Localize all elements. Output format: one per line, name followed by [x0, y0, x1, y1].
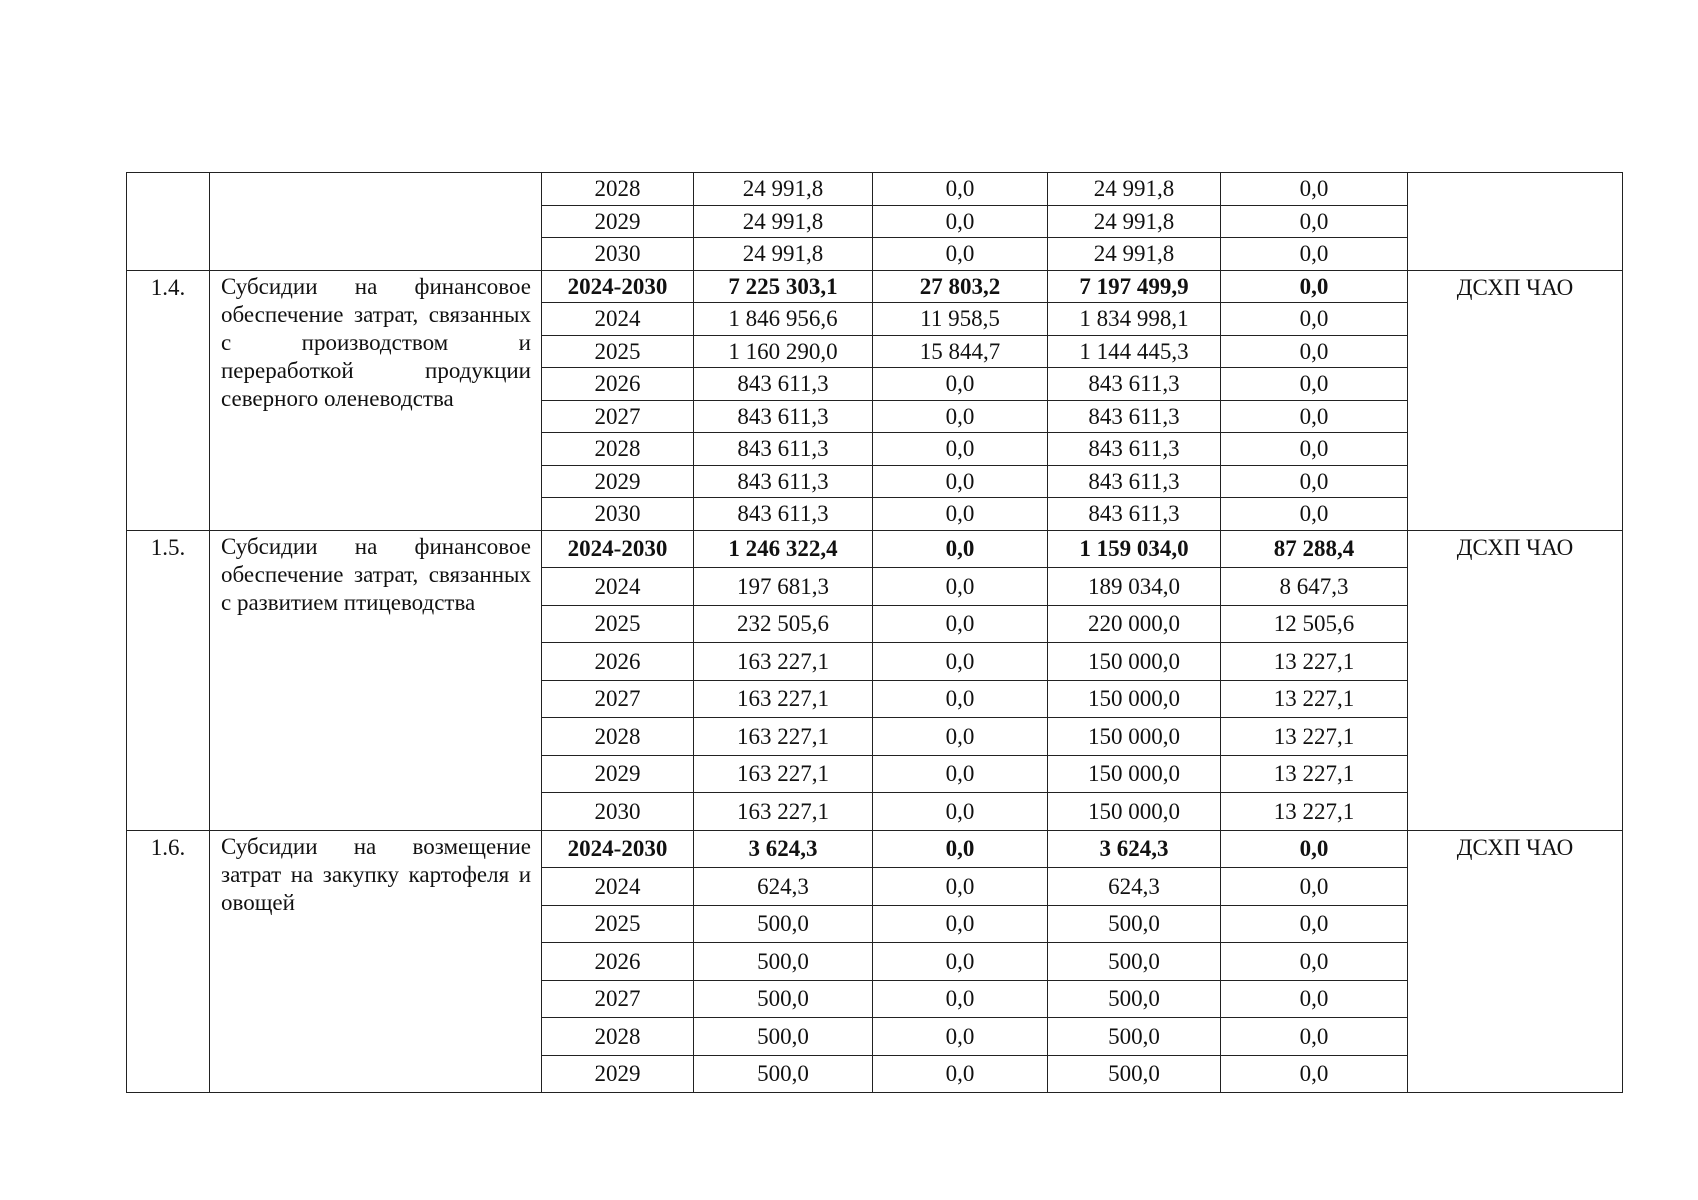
year-cell: 2028 — [542, 1018, 694, 1056]
year-cell: 2029 — [542, 755, 694, 793]
federal-budget-cell: 0,0 — [873, 400, 1048, 433]
other-sources-cell: 0,0 — [1221, 335, 1408, 368]
other-sources-cell: 87 288,4 — [1221, 530, 1408, 568]
regional-budget-cell: 150 000,0 — [1048, 793, 1221, 831]
federal-budget-cell: 0,0 — [873, 830, 1048, 868]
other-sources-cell: 0,0 — [1221, 980, 1408, 1018]
table-row — [127, 830, 1623, 868]
year-cell: 2027 — [542, 680, 694, 718]
federal-budget-cell: 0,0 — [873, 433, 1048, 466]
regional-budget-cell: 24 991,8 — [1048, 205, 1221, 238]
year-cell: 2024-2030 — [542, 530, 694, 568]
other-sources-cell: 0,0 — [1221, 205, 1408, 238]
regional-budget-cell: 220 000,0 — [1048, 605, 1221, 643]
other-sources-cell: 0,0 — [1221, 368, 1408, 401]
regional-budget-cell: 500,0 — [1048, 1018, 1221, 1056]
total-cell: 1 160 290,0 — [694, 335, 873, 368]
activity-name-cell: Субсидии на возмещение затрат на закупку картофеля и овощей — [210, 830, 542, 1093]
federal-budget-cell: 0,0 — [873, 718, 1048, 756]
total-cell: 843 611,3 — [694, 465, 873, 498]
year-cell: 2024-2030 — [542, 830, 694, 868]
total-cell: 500,0 — [694, 1055, 873, 1093]
year-cell: 2029 — [542, 465, 694, 498]
total-cell: 843 611,3 — [694, 368, 873, 401]
table-row — [127, 530, 1623, 568]
row-number-cell: 1.4. — [127, 270, 210, 530]
total-cell: 7 225 303,1 — [694, 270, 873, 303]
regional-budget-cell: 7 197 499,9 — [1048, 270, 1221, 303]
year-cell: 2027 — [542, 400, 694, 433]
regional-budget-cell: 1 834 998,1 — [1048, 303, 1221, 336]
row-number-cell: 1.5. — [127, 530, 210, 830]
year-cell: 2024 — [542, 568, 694, 606]
regional-budget-cell: 500,0 — [1048, 905, 1221, 943]
total-cell: 500,0 — [694, 905, 873, 943]
other-sources-cell: 0,0 — [1221, 400, 1408, 433]
regional-budget-cell: 189 034,0 — [1048, 568, 1221, 606]
year-cell: 2030 — [542, 793, 694, 831]
federal-budget-cell: 0,0 — [873, 605, 1048, 643]
other-sources-cell: 0,0 — [1221, 905, 1408, 943]
other-sources-cell: 13 227,1 — [1221, 793, 1408, 831]
regional-budget-cell: 843 611,3 — [1048, 498, 1221, 531]
executor-cell — [1408, 173, 1623, 271]
table-row — [127, 270, 1623, 303]
other-sources-cell: 0,0 — [1221, 433, 1408, 466]
federal-budget-cell: 0,0 — [873, 498, 1048, 531]
federal-budget-cell: 0,0 — [873, 755, 1048, 793]
federal-budget-cell: 0,0 — [873, 1055, 1048, 1093]
federal-budget-cell: 0,0 — [873, 368, 1048, 401]
federal-budget-cell: 0,0 — [873, 793, 1048, 831]
federal-budget-cell: 0,0 — [873, 173, 1048, 206]
regional-budget-cell: 500,0 — [1048, 943, 1221, 981]
other-sources-cell: 13 227,1 — [1221, 680, 1408, 718]
other-sources-cell: 8 647,3 — [1221, 568, 1408, 606]
federal-budget-cell: 15 844,7 — [873, 335, 1048, 368]
regional-budget-cell: 150 000,0 — [1048, 643, 1221, 681]
regional-budget-cell: 24 991,8 — [1048, 238, 1221, 271]
year-cell: 2026 — [542, 943, 694, 981]
regional-budget-cell: 500,0 — [1048, 1055, 1221, 1093]
activity-name-cell: Субсидии на финансовое обеспечение затрат, связанных с развитием птицеводства — [210, 530, 542, 830]
year-cell: 2027 — [542, 980, 694, 1018]
total-cell: 163 227,1 — [694, 755, 873, 793]
total-cell: 163 227,1 — [694, 718, 873, 756]
total-cell: 500,0 — [694, 980, 873, 1018]
total-cell: 1 246 322,4 — [694, 530, 873, 568]
total-cell: 232 505,6 — [694, 605, 873, 643]
regional-budget-cell: 150 000,0 — [1048, 755, 1221, 793]
executor-cell: ДСХП ЧАО — [1408, 270, 1623, 530]
total-cell: 500,0 — [694, 1018, 873, 1056]
year-cell: 2024-2030 — [542, 270, 694, 303]
total-cell: 24 991,8 — [694, 205, 873, 238]
year-cell: 2029 — [542, 1055, 694, 1093]
other-sources-cell: 13 227,1 — [1221, 718, 1408, 756]
other-sources-cell: 0,0 — [1221, 943, 1408, 981]
regional-budget-cell: 843 611,3 — [1048, 368, 1221, 401]
year-cell: 2026 — [542, 368, 694, 401]
regional-budget-cell: 1 144 445,3 — [1048, 335, 1221, 368]
total-cell: 24 991,8 — [694, 238, 873, 271]
other-sources-cell: 0,0 — [1221, 830, 1408, 868]
year-cell: 2025 — [542, 905, 694, 943]
year-cell: 2025 — [542, 335, 694, 368]
year-cell: 2028 — [542, 718, 694, 756]
other-sources-cell: 0,0 — [1221, 270, 1408, 303]
executor-cell: ДСХП ЧАО — [1408, 830, 1623, 1093]
other-sources-cell: 13 227,1 — [1221, 755, 1408, 793]
federal-budget-cell: 0,0 — [873, 465, 1048, 498]
row-number-cell — [127, 173, 210, 271]
year-cell: 2030 — [542, 498, 694, 531]
other-sources-cell: 0,0 — [1221, 498, 1408, 531]
other-sources-cell: 0,0 — [1221, 303, 1408, 336]
year-cell: 2030 — [542, 238, 694, 271]
federal-budget-cell: 0,0 — [873, 530, 1048, 568]
total-cell: 163 227,1 — [694, 680, 873, 718]
other-sources-cell: 0,0 — [1221, 465, 1408, 498]
other-sources-cell: 0,0 — [1221, 238, 1408, 271]
total-cell: 3 624,3 — [694, 830, 873, 868]
regional-budget-cell: 150 000,0 — [1048, 680, 1221, 718]
year-cell: 2028 — [542, 173, 694, 206]
row-number-cell: 1.6. — [127, 830, 210, 1093]
federal-budget-cell: 0,0 — [873, 943, 1048, 981]
year-cell: 2028 — [542, 433, 694, 466]
regional-budget-cell: 1 159 034,0 — [1048, 530, 1221, 568]
year-cell: 2025 — [542, 605, 694, 643]
other-sources-cell: 0,0 — [1221, 173, 1408, 206]
regional-budget-cell: 3 624,3 — [1048, 830, 1221, 868]
federal-budget-cell: 0,0 — [873, 680, 1048, 718]
regional-budget-cell: 24 991,8 — [1048, 173, 1221, 206]
other-sources-cell: 0,0 — [1221, 868, 1408, 906]
total-cell: 197 681,3 — [694, 568, 873, 606]
federal-budget-cell: 0,0 — [873, 643, 1048, 681]
other-sources-cell: 0,0 — [1221, 1018, 1408, 1056]
total-cell: 843 611,3 — [694, 400, 873, 433]
executor-cell: ДСХП ЧАО — [1408, 530, 1623, 830]
regional-budget-cell: 150 000,0 — [1048, 718, 1221, 756]
year-cell: 2026 — [542, 643, 694, 681]
federal-budget-cell: 0,0 — [873, 205, 1048, 238]
activity-name-cell: Субсидии на финансовое обеспечение затрат, связанных с производством и переработкой продукции северного оленеводства — [210, 270, 542, 530]
federal-budget-cell: 0,0 — [873, 238, 1048, 271]
total-cell: 163 227,1 — [694, 793, 873, 831]
total-cell: 24 991,8 — [694, 173, 873, 206]
regional-budget-cell: 843 611,3 — [1048, 400, 1221, 433]
regional-budget-cell: 843 611,3 — [1048, 465, 1221, 498]
other-sources-cell: 13 227,1 — [1221, 643, 1408, 681]
total-cell: 843 611,3 — [694, 498, 873, 531]
year-cell: 2029 — [542, 205, 694, 238]
other-sources-cell: 0,0 — [1221, 1055, 1408, 1093]
year-cell: 2024 — [542, 868, 694, 906]
total-cell: 843 611,3 — [694, 433, 873, 466]
budget-table — [126, 172, 1623, 1093]
other-sources-cell: 12 505,6 — [1221, 605, 1408, 643]
federal-budget-cell: 0,0 — [873, 905, 1048, 943]
regional-budget-cell: 500,0 — [1048, 980, 1221, 1018]
total-cell: 1 846 956,6 — [694, 303, 873, 336]
activity-name-cell — [210, 173, 542, 271]
table-row — [127, 173, 1623, 206]
federal-budget-cell: 0,0 — [873, 1018, 1048, 1056]
federal-budget-cell: 27 803,2 — [873, 270, 1048, 303]
total-cell: 500,0 — [694, 943, 873, 981]
total-cell: 624,3 — [694, 868, 873, 906]
regional-budget-cell: 624,3 — [1048, 868, 1221, 906]
federal-budget-cell: 0,0 — [873, 568, 1048, 606]
regional-budget-cell: 843 611,3 — [1048, 433, 1221, 466]
federal-budget-cell: 11 958,5 — [873, 303, 1048, 336]
federal-budget-cell: 0,0 — [873, 868, 1048, 906]
federal-budget-cell: 0,0 — [873, 980, 1048, 1018]
total-cell: 163 227,1 — [694, 643, 873, 681]
year-cell: 2024 — [542, 303, 694, 336]
